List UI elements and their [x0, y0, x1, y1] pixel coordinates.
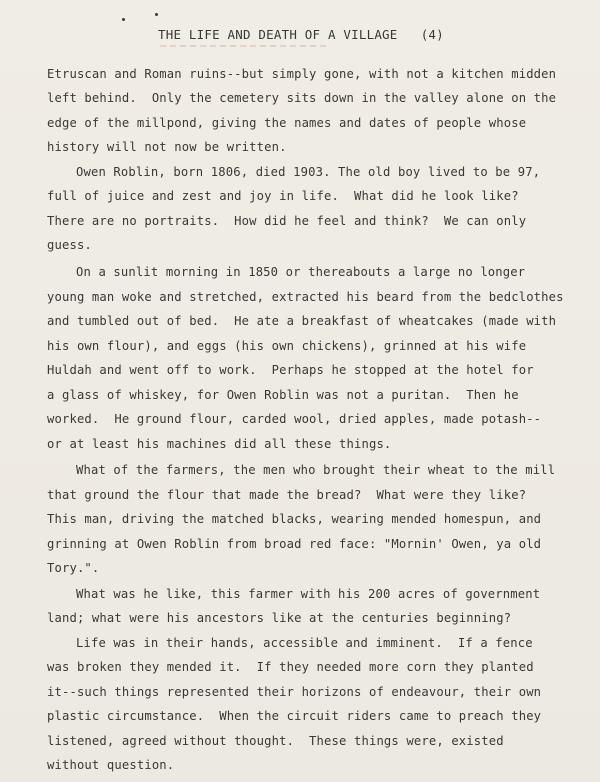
text-line: Life was in their hands, accessible and imminent. If a fence	[76, 636, 533, 650]
text-line: or at least his machines did all these things.	[47, 437, 392, 451]
ink-dot	[122, 18, 125, 21]
text-line: There are no portraits. How did he feel and think? We can only	[47, 214, 527, 228]
text-line: listened, agreed without thought. These things were, existed	[47, 734, 504, 748]
text-line: land; what were his ancestors like at the centuries beginning?	[47, 611, 512, 625]
text-line: What of the farmers, the men who brought their wheat to the mill	[76, 463, 556, 477]
page-header	[158, 27, 444, 42]
text-line: Huldah and went off to work. Perhaps he stopped at the hotel for	[47, 363, 534, 377]
text-line: that ground the flour that made the bread? What were they like?	[47, 488, 527, 502]
text-line: it--such things represented their horizons of endeavour, their own	[47, 685, 542, 699]
text-line: young man woke and stretched, extracted his beard from the bedclothes	[47, 290, 564, 304]
text-line: left behind. Only the cemetery sits down in the valley alone on the	[47, 91, 557, 105]
text-line: full of juice and zest and joy in life. What did he look like?	[47, 189, 519, 203]
text-line: guess.	[47, 238, 92, 252]
text-line: What was he like, this farmer with his 200 acres of government	[76, 587, 541, 601]
ink-dot	[155, 13, 158, 16]
text-line: worked. He ground flour, carded wool, dried apples, made potash--	[47, 412, 542, 426]
text-line: and tumbled out of bed. He ate a breakfast of wheatcakes (made with	[47, 314, 557, 328]
page-title: THE LIFE AND DEATH OF A VILLAGE	[158, 27, 398, 42]
text-line: his own flour), and eggs (his own chickens), grinned at his wife	[47, 339, 527, 353]
text-line: grinning at Owen Roblin from broad red face: "Mornin' Owen, ya old	[47, 537, 542, 551]
faint-bleed-through	[160, 45, 330, 47]
text-line: Etruscan and Roman ruins--but simply gone, with not a kitchen midden	[47, 67, 557, 81]
text-line: edge of the millpond, giving the names and dates of people whose	[47, 116, 527, 130]
text-line: plastic circumstance. When the circuit riders came to preach they	[47, 709, 542, 723]
text-line: was broken they mended it. If they needed more corn they planted	[47, 660, 534, 674]
text-line: On a sunlit morning in 1850 or thereabouts a large no longer	[76, 265, 526, 279]
page-number: (4)	[420, 27, 444, 42]
text-line: Tory.".	[47, 561, 100, 575]
text-line: This man, driving the matched blacks, wearing mended homespun, and	[47, 512, 542, 526]
text-line: Owen Roblin, born 1806, died 1903. The old boy lived to be 97,	[76, 165, 541, 179]
text-line: without question.	[47, 758, 175, 772]
text-line: a glass of whiskey, for Owen Roblin was not a puritan. Then he	[47, 388, 519, 402]
text-line: history will not now be written.	[47, 140, 287, 154]
